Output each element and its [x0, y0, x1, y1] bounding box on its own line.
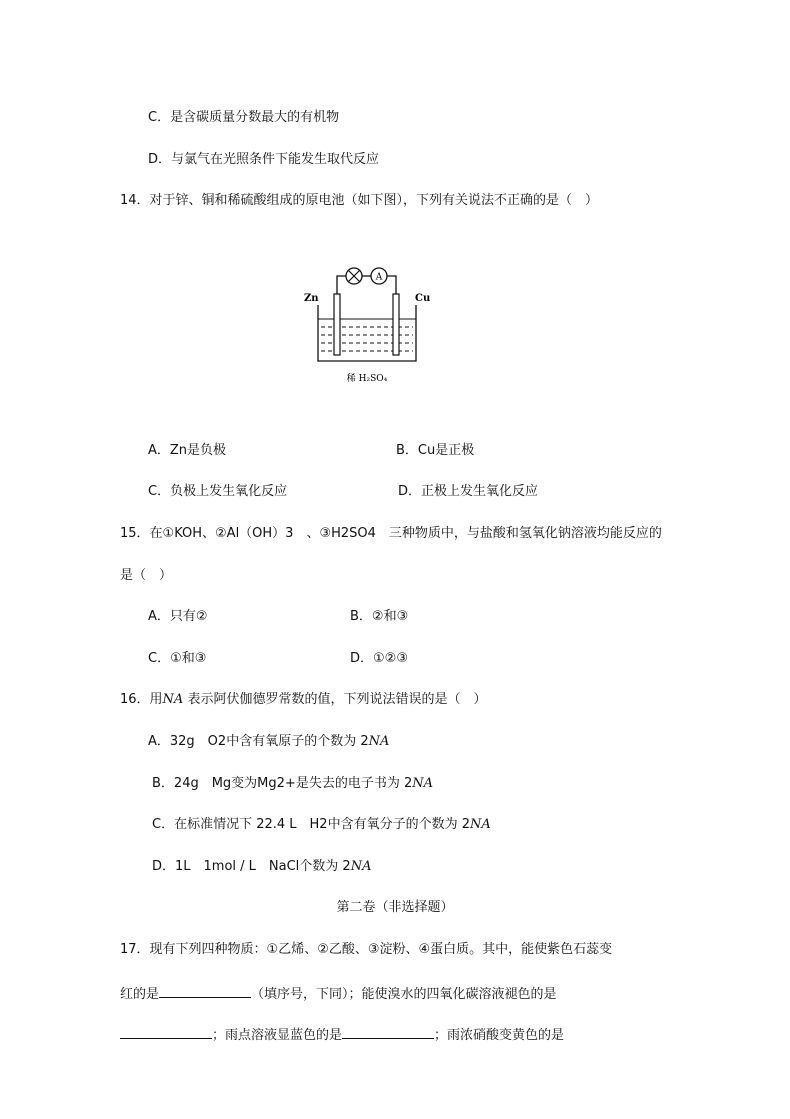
na-symbol: NA [469, 817, 491, 832]
q16-stem [120, 691, 486, 709]
q15-stem-line1: 15．在①KOH、②Al（OH）3 、③H2SO4 三种物质中，与盐酸和氢氧化钠溶液均能反应的 [120, 526, 662, 541]
q14-option-a: A．Zn是负极 [148, 443, 227, 458]
q17-line2-pre: 红的是 [120, 987, 160, 1002]
q16-option-a [148, 733, 389, 751]
q14-option-b: B．Cu是正极 [396, 443, 475, 458]
q16-option-c [152, 816, 491, 834]
section-title: 第二卷（非选择题） [336, 900, 454, 915]
q17-line3-mid1: ；雨点溶液显蓝色的是 [212, 1028, 343, 1043]
q15-option-d: D．①②③ [350, 651, 408, 666]
q14-stem: 14．对于锌、铜和稀硫酸组成的原电池（如下图），下列有关说法不正确的是（ ） [120, 193, 599, 208]
lamp-icon [346, 268, 362, 284]
zn-label: Zn [304, 293, 319, 304]
q17-line3 [120, 1024, 564, 1045]
q17-line1: 17．现有下列四种物质：①乙烯、②乙酸、③淀粉、④蛋白质。其中，能使紫色石蕊变 [120, 942, 613, 957]
q15-option-a: A．只有② [148, 609, 208, 624]
answer-blank-1[interactable] [159, 983, 251, 998]
q16-option-d-text: D．1L 1mol / L NaCl个数为 2 [152, 859, 351, 874]
cu-label: Cu [415, 293, 431, 304]
q17-line2 [120, 983, 557, 1004]
ammeter-icon [371, 268, 387, 284]
q16-option-a-text: A．32g O2中含有氧原子的个数为 2 [148, 734, 369, 749]
q15-stem-line2: 是（ ） [120, 568, 173, 583]
q14-option-d: D．正极上发生氧化反应 [398, 484, 539, 499]
electrolyte-caption: 稀 H₂SO₄ [346, 374, 388, 384]
q15-option-b: B．②和③ [350, 609, 409, 624]
q17-line2-post: （填序号，下同）；能使溴水的四氧化碳溶液褪色的是 [251, 987, 557, 1002]
q16-option-c-text: C．在标准情况下 22.4 L H2中含有氧分子的个数为 2 [152, 817, 470, 832]
na-symbol: NA [412, 776, 433, 791]
ammeter-label: A [375, 272, 383, 283]
q14-option-c: C．负极上发生氧化反应 [148, 484, 288, 499]
na-symbol: NA [350, 859, 372, 874]
answer-blank-3[interactable] [342, 1024, 434, 1039]
q16-option-b-text: B．24g Mg变为Mg2+是失去的电子书为 2 [152, 776, 413, 791]
q15-option-c: C．①和③ [148, 651, 207, 666]
q17-line3-mid2: ；雨浓硝酸变黄色的是 [434, 1028, 565, 1043]
q16-option-d [152, 858, 371, 876]
na-symbol: NA [368, 734, 390, 749]
zn-electrode [334, 294, 340, 355]
q16-option-b [152, 775, 433, 793]
q13-option-d: D．与氯气在光照条件下能发生取代反应 [148, 152, 380, 167]
q16-stem-post: 表示阿伏伽德罗常数的值，下列说法错误的是（ ） [187, 692, 487, 707]
q13-option-c: C．是含碳质量分数最大的有机物 [148, 110, 340, 125]
na-symbol: NA [162, 692, 184, 707]
q16-stem-pre: 16．用 [120, 692, 163, 707]
answer-blank-2[interactable] [120, 1024, 212, 1039]
beaker [318, 305, 416, 361]
cu-electrode [393, 294, 399, 355]
galvanic-cell-diagram [300, 262, 440, 387]
